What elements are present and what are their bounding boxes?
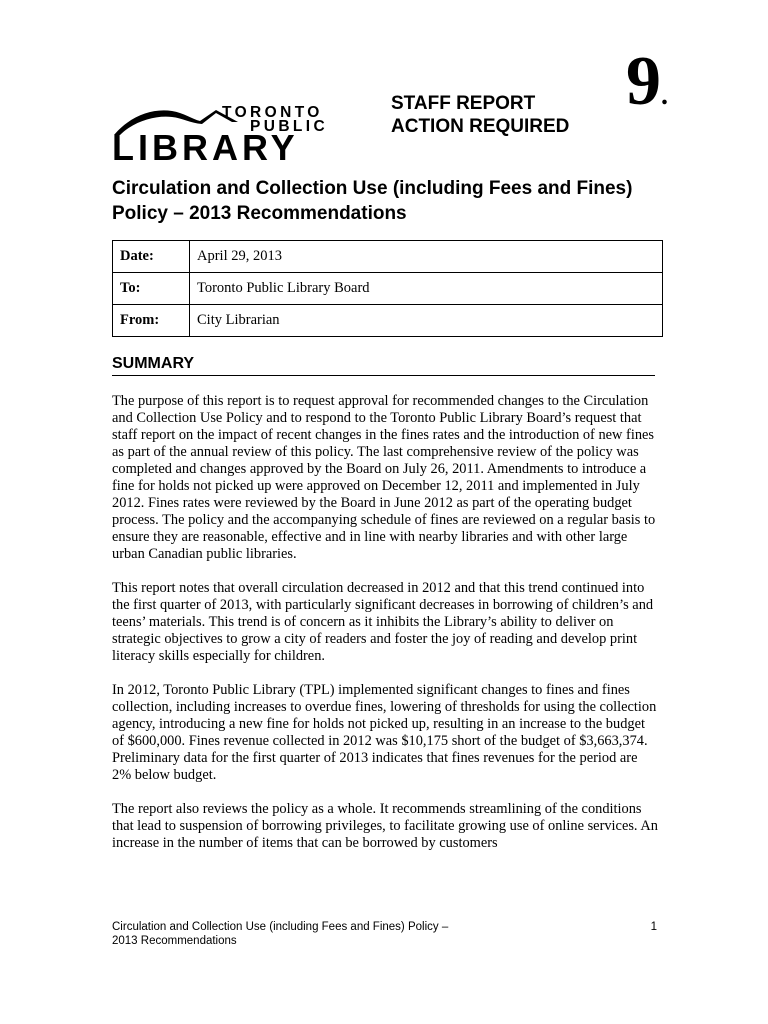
footer-title-line1: Circulation and Collection Use (including Fees and Fines) Policy – <box>112 921 449 933</box>
to-value: Toronto Public Library Board <box>190 273 663 305</box>
from-label: From: <box>113 305 190 337</box>
to-label: To: <box>113 273 190 305</box>
report-number-digit: 9 <box>626 43 661 120</box>
date-label: Date: <box>113 241 190 273</box>
page-footer <box>112 920 657 948</box>
staff-report-heading <box>391 92 569 138</box>
logo-word-toronto: TORONTO <box>222 104 323 121</box>
logo-word-public: PUBLIC <box>250 118 329 135</box>
table-row-date <box>113 241 663 273</box>
date-value: April 29, 2013 <box>190 241 663 273</box>
summary-paragraph: The purpose of this report is to request approval for recommended changes to the Circulation and Collection Use Policy and to respond to the Toronto Public Library Board’s request that staff report on the impact of recent changes in the fines rates and the introduction of new fines as part of the annual review of this policy. The last comprehensive review of the policy was completed and changes approved by the Board on July 26, 2011. Amendments to introduce a fine for holds not picked up were approved on December 12, 2011 and implemented in July 2012. Fines rates were reviewed by the Board in June 2012 as part of the operating budget process. The policy and the accompanying schedule of fines are reviewed on a regular basis to ensure they are reasonable, effective and in line with nearby libraries and with other large urban Canadian public libraries. <box>112 393 656 562</box>
logo-word-library: LIBRARY <box>112 127 299 168</box>
table-row-from <box>113 305 663 337</box>
summary-paragraph: This report notes that overall circulation decreased in 2012 and that this trend continued into the first quarter of 2013, with particularly significant decreases in borrowing of children’s and teens’ materials. This trend is of concern as it inhibits the Library’s ability to deliver on strategic objectives to grow a city of readers and foster the joy of reading and develop print literacy skills especially for children. <box>112 580 654 664</box>
action-required-line: ACTION REQUIRED <box>391 116 570 137</box>
report-info-table <box>112 240 663 337</box>
from-value: City Librarian <box>190 305 663 337</box>
report-number-dot: . <box>661 80 668 111</box>
summary-body <box>112 393 660 869</box>
page-number: 1 <box>650 921 657 933</box>
table-row-to <box>113 273 663 305</box>
summary-heading: SUMMARY <box>112 354 655 376</box>
toronto-public-library-logo <box>112 104 329 168</box>
report-number <box>626 42 668 136</box>
summary-paragraph: In 2012, Toronto Public Library (TPL) implemented significant changes to fines and fines collection, including increases to overdue fines, lowering of thresholds for using the collection agency, introducing a new fine for holds not picked up, resulting in an increase to the budget of $600,000. Fines revenue collected in 2012 was $10,175 short of the budget of $3,663,374. Preliminary data for the first quarter of 2013 indicates that fines revenues for the period are 2% below budget. <box>112 682 657 783</box>
footer-title-line2: 2013 Recommendations <box>112 935 237 947</box>
summary-paragraph: The report also reviews the policy as a whole. It recommends streamlining of the conditions that lead to suspension of borrowing privileges, to facilitate growing use of online services. An increase in the number of items that can be borrowed by customers <box>112 801 658 851</box>
staff-report-line: STAFF REPORT <box>391 93 536 114</box>
report-title: Circulation and Collection Use (including Fees and Fines) Policy – 2013 Recommendations <box>112 178 633 224</box>
